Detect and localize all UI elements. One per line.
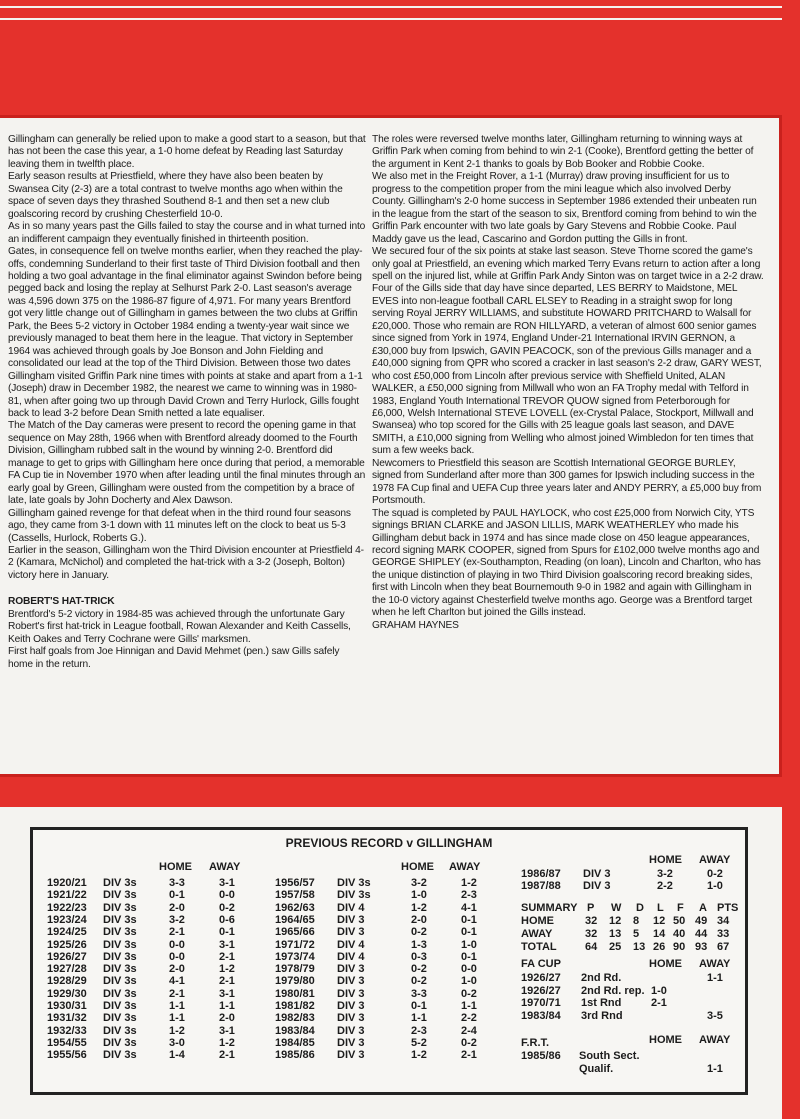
home-score: 3-3	[169, 877, 185, 889]
record-row	[47, 939, 277, 951]
away-score: 1-2	[461, 877, 477, 889]
record-row	[275, 1037, 505, 1049]
facup-row	[521, 985, 743, 997]
home-score: 0-0	[169, 938, 185, 951]
middle-red-band	[0, 777, 800, 807]
division: DIV 4	[337, 938, 365, 951]
summary-col: D	[636, 902, 644, 914]
season: 1927/28	[47, 963, 87, 976]
summary-value: 12	[609, 915, 622, 927]
division: DIV 3	[583, 868, 611, 880]
home-score: 2-2	[657, 880, 673, 893]
paragraph: Gillingham gained revenge for that defeat when in the third round four seasons ago, they came from 3-1 down with 11 minutes left on the clock to beat us 5-3 (Cassells, Hurlock, Roberts G.).	[8, 507, 351, 544]
summary-label: SUMMARY	[521, 902, 578, 914]
home-score: 0-1	[169, 889, 185, 902]
paragraph: First half goals from Joe Hinnigan and David Mehmet (pen.) saw Gills safely home in the return.	[8, 646, 340, 670]
record-row	[47, 963, 277, 975]
paragraph: Gates, in consequence fell on twelve months earlier, when they reached the play-offs, condemning Sunderland to their first taste of Third Division football and then holding a two goal advantage in the final eliminator against Swindon before being pegged back and losing the replay at Selhurst Park 2-0. Last season's average was 4,596 down 375 on the 1986-87 figure of 4,971. For many years Brentford got very little change out of Gillingham in games between the two clubs at Griffin Park, the Bees 5-2 victory in October 1984 ending a twenty-year wait since we previously managed to beat them here in the league. That victory in September 1964 was achieved through goals by Joe Bonson and John Fielding and consolidated our lead at the top of the Third Division. Between those two dates Gillingham visited Griffin Park nine times with points at stake and apart from a 1-1 (Joseph) draw in December 1982, the nearest we came to winning was in 1980-81, when after going two up through David Crown and Terry Hurlock, Gills fought back to lead 3-2 before Dean Smith netted a late equaliser.	[8, 246, 363, 419]
summary-col: F	[677, 902, 684, 914]
home-score: 0-1	[411, 1000, 427, 1012]
away-score: 1-1	[219, 1000, 235, 1012]
home-score: 2-1	[169, 987, 185, 1000]
round: South Sect.	[579, 1050, 640, 1062]
season: 1982/83	[275, 1012, 315, 1025]
paragraph: Brentford's 5-2 victory in 1984-85 was achieved through the unfortunate Gary Robert's first hat-trick in League football, Rowan Alexander and Keith Cassells, Keith Oakes and Terry Cochrane were Gills' marksmen.	[8, 608, 351, 645]
season: 1983/84	[275, 1024, 315, 1037]
division: DIV 3s	[103, 975, 137, 988]
home-header: HOME	[649, 854, 682, 866]
season: 1984/85	[275, 1036, 315, 1049]
paragraph: Earlier in the season, Gillingham won the Third Division encounter at Priestfield 4-2 (Kamara, McNichol) and completed the hat-trick with a 3-2 (Joseph, Bolton) victory here in January.	[8, 544, 364, 581]
division: DIV 3s	[103, 1000, 137, 1012]
summary-value: 49	[695, 915, 708, 927]
subheading: ROBERT'S HAT-TRICK	[8, 596, 115, 608]
article-column-left	[8, 134, 366, 671]
away-score: 2-0	[219, 1012, 235, 1025]
top-white-line	[0, 18, 800, 20]
away-score: 1-1	[707, 972, 723, 984]
division: DIV 3s	[103, 877, 137, 889]
summary-value: 93	[695, 941, 708, 953]
division: DIV 3s	[103, 926, 137, 939]
season: 1980/81	[275, 987, 315, 1000]
record-row	[47, 1025, 277, 1037]
record-row	[275, 926, 505, 938]
paragraph: The roles were reversed twelve months later, Gillingham returning to winning ways at Griffin Park when coming from behind to win 2-1 (Cooke), Brentford getting the better of the argument in Kent 2-1 thanks to goals by Bob Booker and Robbie Cooke.	[372, 134, 754, 170]
record-row	[47, 902, 277, 914]
away-header: AWAY	[209, 861, 241, 873]
away-score: 3-1	[219, 877, 235, 889]
away-score: 1-1	[707, 1062, 723, 1075]
division: DIV 3s	[337, 889, 371, 902]
round: Qualif.	[579, 1062, 614, 1075]
away-score: 0-1	[461, 926, 477, 939]
record-row	[47, 914, 277, 926]
season: 1922/23	[47, 901, 87, 914]
record-row	[47, 926, 277, 938]
away-score: 2-1	[219, 1049, 235, 1062]
season: 1921/22	[47, 889, 87, 902]
season: 1986/87	[521, 868, 561, 880]
home-score: 1-1	[411, 1012, 427, 1025]
season: 1926/27	[521, 984, 561, 997]
home-score: 0-3	[411, 950, 427, 963]
season: 1965/66	[275, 926, 315, 939]
division: DIV 3s	[103, 1036, 137, 1049]
division: DIV 3	[337, 1000, 365, 1012]
home-score: 0-2	[411, 926, 427, 939]
season: 1926/27	[47, 950, 87, 963]
record-row	[47, 1000, 277, 1012]
home-header: HOME	[649, 958, 682, 970]
away-score: 4-1	[461, 901, 477, 914]
summary-value: 8	[633, 915, 640, 927]
season: 1985/86	[275, 1049, 315, 1062]
top-white-line	[0, 6, 800, 8]
summary-value: 32	[585, 915, 598, 927]
top-red-band	[0, 0, 800, 115]
summary-col: PTS	[717, 902, 739, 914]
division: DIV 3	[337, 987, 365, 1000]
season: 1925/26	[47, 938, 87, 951]
season: 1931/32	[47, 1012, 87, 1025]
away-header: AWAY	[699, 854, 731, 866]
paragraph: We also met in the Freight Rover, a 1-1 (Murray) draw proving insufficient for us to progress to the competition proper from the mini league which also involved Derby County. Gillingham's 2-0 home success in September 1986 extended their unbeaten run in the league from the start of the season to six, Brentford coming from behind to win the Griffin Park encounter with two late goals by Gary Stevens and Robbie Cooke. Paul Maddy gave us the lead, Cascarino and Gordon putting the Gills in front.	[372, 171, 757, 245]
away-score: 2-1	[461, 1049, 477, 1062]
home-header: HOME	[649, 1034, 682, 1046]
season: 1920/21	[47, 877, 87, 889]
summary-col: L	[657, 902, 664, 914]
home-score: 1-4	[169, 1049, 185, 1062]
away-score: 3-5	[707, 1009, 723, 1022]
season: 1979/80	[275, 975, 315, 988]
home-score: 1-0	[411, 889, 427, 902]
home-score: 0-2	[411, 963, 427, 976]
summary-value: 14	[653, 928, 666, 940]
summary-col: W	[611, 902, 622, 914]
home-score: 3-2	[657, 868, 673, 880]
division: DIV 3s	[103, 1049, 137, 1062]
round: 3rd Rnd	[581, 1009, 623, 1022]
season: 1926/27	[521, 972, 561, 984]
article-panel	[0, 115, 782, 777]
record-row	[47, 1012, 277, 1024]
record-group-2	[275, 861, 505, 1091]
summary-value: 13	[633, 941, 646, 953]
home-score: 1-0	[651, 984, 667, 997]
summary-row	[521, 915, 743, 928]
away-header: AWAY	[449, 861, 481, 873]
division: DIV 3	[337, 913, 365, 926]
season: 1932/33	[47, 1024, 87, 1037]
summary-row	[521, 928, 743, 941]
home-score: 2-1	[169, 926, 185, 939]
division: DIV 3	[337, 1036, 365, 1049]
home-score: 2-0	[169, 963, 185, 976]
away-score: 2-1	[219, 975, 235, 988]
record-row	[275, 889, 505, 901]
season: 1928/29	[47, 975, 87, 988]
paragraph: The Match of the Day cameras were present to record the opening game in that sequence on May 28th, 1966 when with Brentford already doomed to the Fourth Division, Gillingham rubbed salt in the wound by winning 2-0. Brentford did manage to get to grips with Gillingham here once during that period, a memorable FA Cup tie in November 1970 when after leading until the final minutes through an early goal by Green, Gillingham were ousted from the competition by a brace of late, late goals by John Docherty and Alex Dawson.	[8, 420, 366, 507]
season: 1970/71	[521, 997, 561, 1010]
record-row	[47, 889, 277, 901]
away-score: 0-2	[461, 987, 477, 1000]
facup-row	[521, 972, 743, 984]
record-title: PREVIOUS RECORD v GILLINGHAM	[285, 836, 493, 850]
season: 1924/25	[47, 926, 87, 939]
season: 1964/65	[275, 913, 315, 926]
season: 1987/88	[521, 880, 561, 893]
summary-col: A	[699, 902, 707, 914]
division: DIV 3s	[103, 963, 137, 976]
division: DIV 3s	[103, 938, 137, 951]
record-row	[47, 988, 277, 1000]
division: DIV 3	[337, 1049, 365, 1062]
division: DIV 3	[337, 963, 365, 976]
season: 1971/72	[275, 938, 315, 951]
paragraph: As in so many years past the Gills failed to stay the course and in what turned into an indifferent campaign they eventually finished in thirteenth position.	[8, 221, 366, 245]
division: DIV 3s	[103, 1012, 137, 1025]
home-score: 2-0	[411, 913, 427, 926]
summary-row-label: AWAY	[521, 928, 553, 940]
round: 2nd Rd. rep.	[581, 984, 645, 997]
home-score: 5-2	[411, 1036, 427, 1049]
home-header: HOME	[401, 861, 434, 873]
season: 1978/79	[275, 963, 315, 976]
season: 1973/74	[275, 950, 315, 963]
record-row	[275, 902, 505, 914]
summary-value: 25	[609, 941, 622, 953]
away-score: 1-1	[461, 1000, 477, 1012]
away-score: 0-0	[219, 889, 235, 902]
previous-record-table	[30, 827, 748, 1095]
division: DIV 3	[337, 1012, 365, 1025]
record-row	[275, 963, 505, 975]
record-row	[275, 877, 505, 889]
article-column-right	[372, 134, 764, 632]
season: 1957/58	[275, 889, 315, 902]
home-score: 0-0	[169, 950, 185, 963]
summary-value: 50	[673, 915, 686, 927]
record-group-3	[521, 854, 743, 1094]
summary-row-label: TOTAL	[521, 941, 557, 953]
record-section	[0, 807, 782, 1119]
home-score: 3-3	[411, 987, 427, 1000]
summary-row-label: HOME	[521, 915, 554, 927]
home-score: 1-1	[169, 1000, 185, 1012]
home-score: 1-1	[169, 1012, 185, 1025]
paragraph: Early season results at Priestfield, where they have also been beaten by Swansea City (2-3) are a total contrast to twelve months ago when within the space of seven days they thrashed Southend 8-1 and then set a new club goalscoring record by crushing Chesterfield 10-0.	[8, 171, 343, 220]
paragraph: Gillingham can generally be relied upon to make a good start to a season, but that has not been the case this year, a 1-0 home defeat by Reading last Saturday leaving them in twelfth place.	[8, 134, 366, 170]
summary-value: 67	[717, 941, 730, 953]
summary-value: 64	[585, 941, 598, 953]
away-score: 0-0	[461, 963, 477, 976]
away-score: 1-2	[219, 1036, 235, 1049]
facup-row	[521, 997, 743, 1009]
division: DIV 3s	[103, 913, 137, 926]
away-score: 0-6	[219, 913, 235, 926]
season: 1955/56	[47, 1049, 87, 1062]
division: DIV 3	[337, 1024, 365, 1037]
summary-value: 33	[717, 928, 730, 940]
away-score: 2-1	[219, 950, 235, 963]
record-row	[47, 877, 277, 889]
division: DIV 4	[337, 950, 365, 963]
home-score: 2-0	[169, 901, 185, 914]
summary-value: 13	[609, 928, 622, 940]
record-row	[47, 1049, 277, 1061]
division: DIV 3s	[103, 950, 137, 963]
record-row	[275, 914, 505, 926]
paragraph: Newcomers to Priestfield this season are Scottish International GEORGE BURLEY, signed from Sunderland after more than 300 games for Ipswich including success in the 1978 FA Cup final and UEFA Cup three years later and ANDY PERRY, a £5,000 buy from Portsmouth.	[372, 457, 762, 507]
away-score: 1-0	[707, 880, 723, 893]
record-row	[47, 975, 277, 987]
season: 1983/84	[521, 1009, 561, 1022]
season: 1981/82	[275, 1000, 315, 1012]
away-score: 0-1	[219, 926, 235, 939]
frt-label: F.R.T.	[521, 1037, 550, 1049]
home-score: 4-1	[169, 975, 185, 988]
division: DIV 3s	[103, 987, 137, 1000]
away-header: AWAY	[699, 1034, 731, 1046]
paragraph: The squad is completed by PAUL HAYLOCK, who cost £25,000 from Norwich City, YTS signings BRIAN CLARKE and JASON LILLIS, MARK WEATHERLEY who made his Gillingham debut back in 1974 and has since made close on 450 league appearances, record signing MARK COOPER, signed from Spurs for £102,000 twelve months ago and GEORGE SHIPLEY (ex-Southampton, Reading (on loan), Lincoln and Charlton, who has the unique distinction of playing in two Third Division goalscoring record breaking sides, first with Lincoln when they beat Bournemouth 9-0 in 1982 and again with Gillingham in the 10-0 victory against Chesterfield twelve months ago. George was a Brentford target when he left Charlton but joined the Gills instead.	[372, 507, 761, 619]
record-row	[275, 1049, 505, 1061]
away-score: 2-2	[461, 1012, 477, 1025]
season: 1956/57	[275, 877, 315, 889]
summary-header	[521, 902, 743, 915]
home-score: 2-1	[651, 997, 667, 1010]
season: 1985/86	[521, 1050, 561, 1062]
season: 1930/31	[47, 1000, 87, 1012]
season: 1954/55	[47, 1036, 87, 1049]
record-row	[521, 868, 751, 880]
home-score: 1-2	[411, 901, 427, 914]
record-row	[47, 1037, 277, 1049]
home-score: 3-2	[411, 877, 427, 889]
summary-col: P	[587, 902, 595, 914]
home-score: 1-3	[411, 938, 427, 951]
division: DIV 3s	[103, 889, 137, 902]
away-score: 1-2	[219, 963, 235, 976]
record-row	[275, 975, 505, 987]
away-score: 2-3	[461, 889, 477, 902]
away-score: 3-1	[219, 938, 235, 951]
season: 1929/30	[47, 987, 87, 1000]
away-score: 0-1	[461, 913, 477, 926]
record-row	[275, 951, 505, 963]
division: DIV 3	[337, 926, 365, 939]
frt-row	[521, 1063, 743, 1075]
away-score: 3-1	[219, 987, 235, 1000]
home-score: 0-2	[411, 975, 427, 988]
away-score: 1-0	[461, 975, 477, 988]
record-row	[275, 1000, 505, 1012]
division: DIV 3s	[337, 877, 371, 889]
record-row	[521, 880, 751, 892]
round: 2nd Rd.	[581, 972, 622, 984]
record-row	[275, 1025, 505, 1037]
summary-value: 12	[653, 915, 666, 927]
home-score: 3-2	[169, 913, 185, 926]
right-red-strip	[782, 0, 800, 1119]
summary-value: 40	[673, 928, 686, 940]
home-score: 1-2	[411, 1049, 427, 1062]
division: DIV 3	[583, 880, 611, 893]
away-score: 1-0	[461, 938, 477, 951]
away-score: 0-2	[707, 868, 723, 880]
summary-value: 44	[695, 928, 708, 940]
away-score: 2-4	[461, 1024, 477, 1037]
season: 1923/24	[47, 913, 87, 926]
division: DIV 3s	[103, 1024, 137, 1037]
summary-value: 34	[717, 915, 730, 927]
paragraph: Four of the Gills side that day have since departed, LES BERRY to Maidstone, MEL EVES into non-league football CARL ELSEY to Reading in a straight swop for long serving Royal JERRY WILLIAMS, and substitute HOWARD PRITCHARD to Walsall for £20,000. Those who remain are RON HILLYARD, a veteran of almost 600 senior games since signed from York in 1974, England Under-21 International IRVIN GERNON, a £30,000 buy from Ipswich, GAVIN PEACOCK, son of the previous Gills manager and a £40,000 signing from QPR who scored a cracker in last season's 2-2 draw, GARY WEST, who cost £50,000 from Lincoln after previous service with Sheffield United, ALAN WALKER, a £50,000 signing from Millwall who won an FA Trophy medal with Telford in 1983, England Youth International TREVOR QUOW signed from Peterborough for £6,000, Welsh International STEVE LOVELL (ex-Crystal Palace, Stockport, Millwall and Swansea) who top scored for the Gills with 25 league goals last season, and DAVE SMITH, a £10,000 signing from Welling who almost joined Wimbledon for ten times that sum a few weeks back.	[372, 283, 762, 457]
summary-value: 90	[673, 941, 686, 953]
record-row	[275, 1012, 505, 1024]
home-score: 3-0	[169, 1036, 185, 1049]
frt-row	[521, 1050, 743, 1062]
summary-value: 26	[653, 941, 666, 953]
season: 1962/63	[275, 901, 315, 914]
away-score: 0-1	[461, 950, 477, 963]
away-header: AWAY	[699, 958, 731, 970]
paragraph: We secured four of the six points at stake last season. Steve Thorne scored the game's only goal at Priestfield, an evening which marked Terry Evans return to action after a long spell on the injured list, while at Griffin Park Andy Sinton was on target twice in a 2-2 draw.	[372, 246, 764, 282]
summary-value: 5	[633, 928, 640, 940]
away-score: 0-2	[219, 901, 235, 914]
division: DIV 4	[337, 901, 365, 914]
record-row	[275, 939, 505, 951]
summary-row	[521, 941, 743, 954]
record-group-1	[47, 861, 277, 1091]
away-score: 3-1	[219, 1024, 235, 1037]
home-header: HOME	[159, 861, 192, 873]
division: DIV 3s	[103, 901, 137, 914]
summary-value: 32	[585, 928, 598, 940]
away-score: 0-2	[461, 1036, 477, 1049]
round: 1st Rnd	[581, 997, 622, 1010]
home-score: 1-2	[169, 1024, 185, 1037]
facup-label: FA CUP	[521, 958, 561, 970]
record-row	[275, 988, 505, 1000]
facup-row	[521, 1010, 743, 1022]
home-score: 2-3	[411, 1024, 427, 1037]
author-credit: GRAHAM HAYNES	[372, 619, 459, 631]
division: DIV 3	[337, 975, 365, 988]
record-row	[47, 951, 277, 963]
